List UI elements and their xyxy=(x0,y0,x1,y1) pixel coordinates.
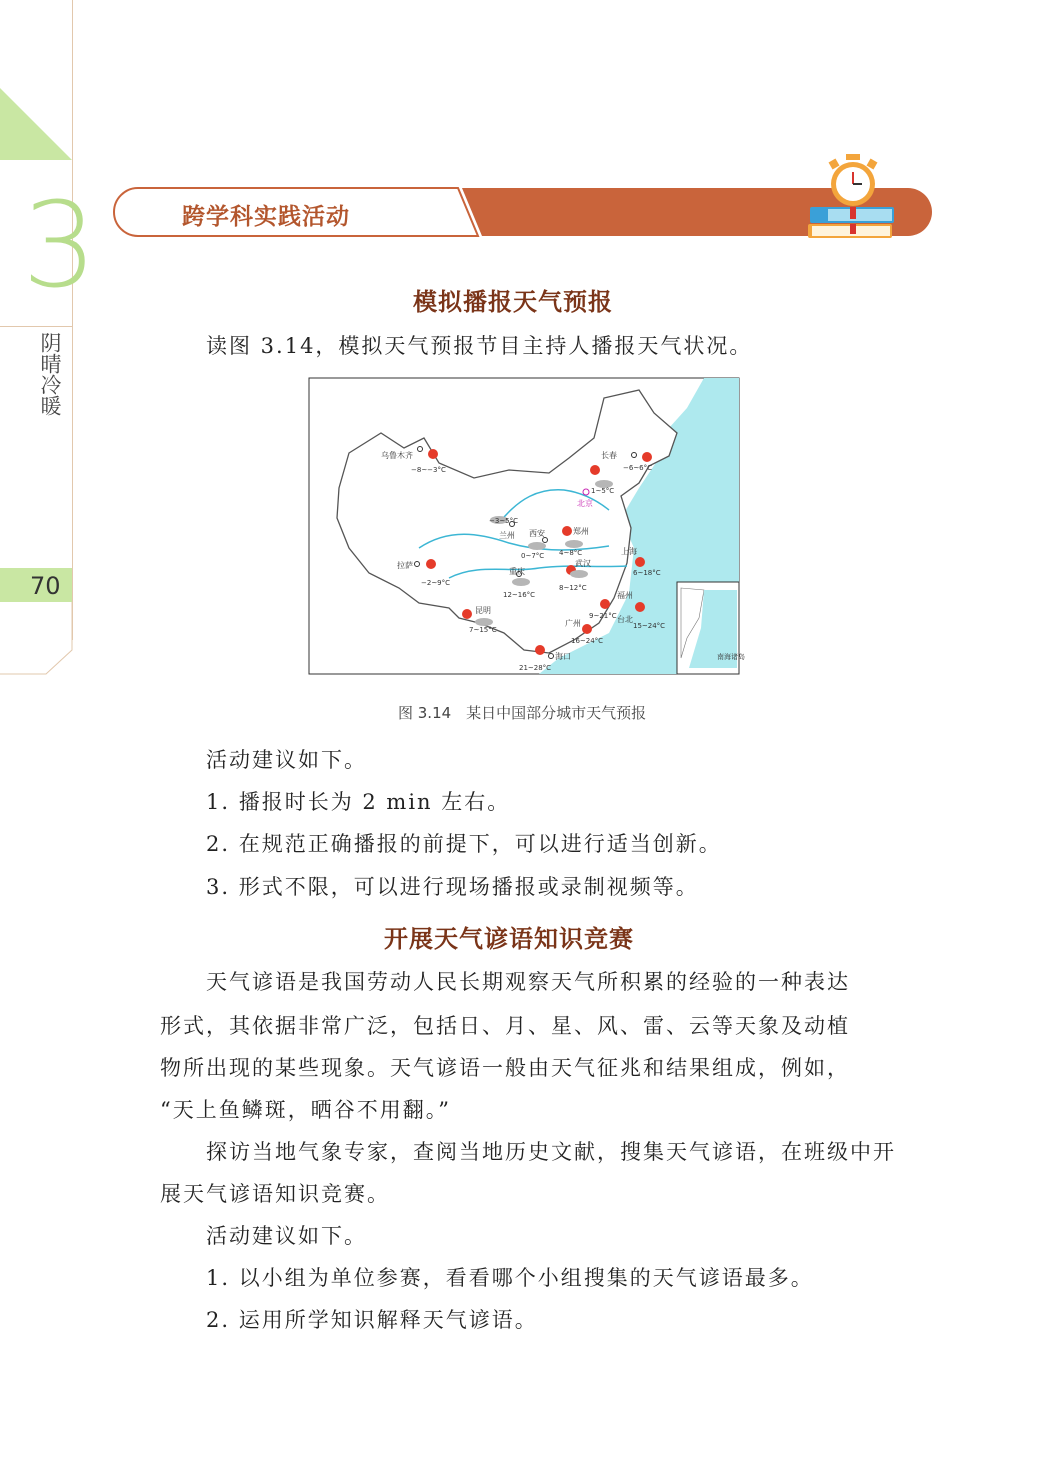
svg-text:海口: 海口 xyxy=(555,652,571,661)
suggestion-item: 2. 在规范正确播报的前提下，可以进行适当创新。 xyxy=(206,832,722,856)
page-corner-decoration xyxy=(0,602,74,676)
chapter-corner-triangle xyxy=(0,88,72,160)
svg-text:15~24°C: 15~24°C xyxy=(633,622,666,630)
svg-text:台北: 台北 xyxy=(617,615,633,624)
svg-text:9~21°C: 9~21°C xyxy=(589,612,617,620)
suggestion-item: 3. 形式不限，可以进行现场播报或录制视频等。 xyxy=(206,875,699,899)
suggestion-title-1: 活动建议如下。 xyxy=(206,748,367,772)
svg-text:−3~5°C: −3~5°C xyxy=(489,517,519,525)
chapter-title: 阴晴冷暖 xyxy=(38,332,62,416)
svg-text:4~8°C: 4~8°C xyxy=(559,549,583,557)
svg-text:6~18°C: 6~18°C xyxy=(633,569,661,577)
svg-text:上海: 上海 xyxy=(621,547,637,556)
svg-text:重庆: 重庆 xyxy=(509,567,525,576)
inset-label: 南海诸岛 xyxy=(717,653,745,661)
svg-text:北京: 北京 xyxy=(577,499,593,508)
alarm-clock-on-books-icon xyxy=(806,150,896,242)
suggestion-item: 2. 运用所学知识解释天气谚语。 xyxy=(206,1308,538,1332)
svg-text:广州: 广州 xyxy=(565,619,581,628)
svg-text:−6~6°C: −6~6°C xyxy=(623,464,653,472)
svg-text:16~24°C: 16~24°C xyxy=(571,637,604,645)
svg-text:−2~9°C: −2~9°C xyxy=(421,579,451,587)
svg-text:武汉: 武汉 xyxy=(575,559,591,568)
svg-text:长春: 长春 xyxy=(601,451,617,460)
svg-text:乌鲁木齐: 乌鲁木齐 xyxy=(381,451,413,460)
section-heading-proverbs: 开展天气谚语知识竞赛 xyxy=(384,925,634,953)
svg-text:福州: 福州 xyxy=(617,591,633,600)
svg-text:21~28°C: 21~28°C xyxy=(519,664,552,672)
suggestion-item: 1. 以小组为单位参赛，看看哪个小组搜集的天气谚语最多。 xyxy=(206,1266,814,1290)
sidebar-divider xyxy=(72,0,73,640)
section-heading-forecast: 模拟播报天气预报 xyxy=(413,288,613,316)
suggestion-item: 1. 播报时长为 2 min 左右。 xyxy=(206,790,511,814)
paragraph-line: 形式，其依据非常广泛，包括日、月、星、风、雷、云等天象及动植 xyxy=(160,1014,850,1038)
svg-text:12~16°C: 12~16°C xyxy=(503,591,536,599)
paragraph-line: 天气谚语是我国劳动人民长期观察天气所积累的经验的一种表达 xyxy=(206,970,850,994)
figure-caption: 图 3.14 某日中国部分城市天气预报 xyxy=(398,704,647,722)
svg-text:8~12°C: 8~12°C xyxy=(559,584,587,592)
svg-text:郑州: 郑州 xyxy=(573,527,589,536)
svg-text:昆明: 昆明 xyxy=(475,606,491,615)
page-number: 70 xyxy=(30,572,61,600)
paragraph-line: 展天气谚语知识竞赛。 xyxy=(160,1182,390,1206)
svg-text:0~7°C: 0~7°C xyxy=(521,552,545,560)
svg-text:西安: 西安 xyxy=(529,529,545,538)
banner-title: 跨学科实践活动 xyxy=(182,204,350,230)
paragraph-line: 物所出现的某些现象。天气谚语一般由天气征兆和结果组成，例如， xyxy=(160,1056,850,1080)
paragraph-line: “天上鱼鳞斑，晒谷不用翻。” xyxy=(160,1098,451,1122)
weather-map xyxy=(309,378,745,674)
chapter-separator xyxy=(0,326,72,327)
svg-text:兰州: 兰州 xyxy=(499,531,515,540)
intro-text: 读图 3.14，模拟天气预报节目主持人播报天气状况。 xyxy=(206,334,753,358)
svg-text:−8~−3°C: −8~−3°C xyxy=(411,466,446,474)
paragraph-line: 探访当地气象专家，查阅当地历史文献，搜集天气谚语，在班级中开 xyxy=(206,1140,896,1164)
svg-text:7~15°C: 7~15°C xyxy=(469,626,497,634)
svg-text:1~5°C: 1~5°C xyxy=(591,487,615,495)
suggestion-title-2: 活动建议如下。 xyxy=(206,1224,367,1248)
svg-text:拉萨: 拉萨 xyxy=(397,561,413,570)
chapter-number: 3 xyxy=(22,176,98,314)
